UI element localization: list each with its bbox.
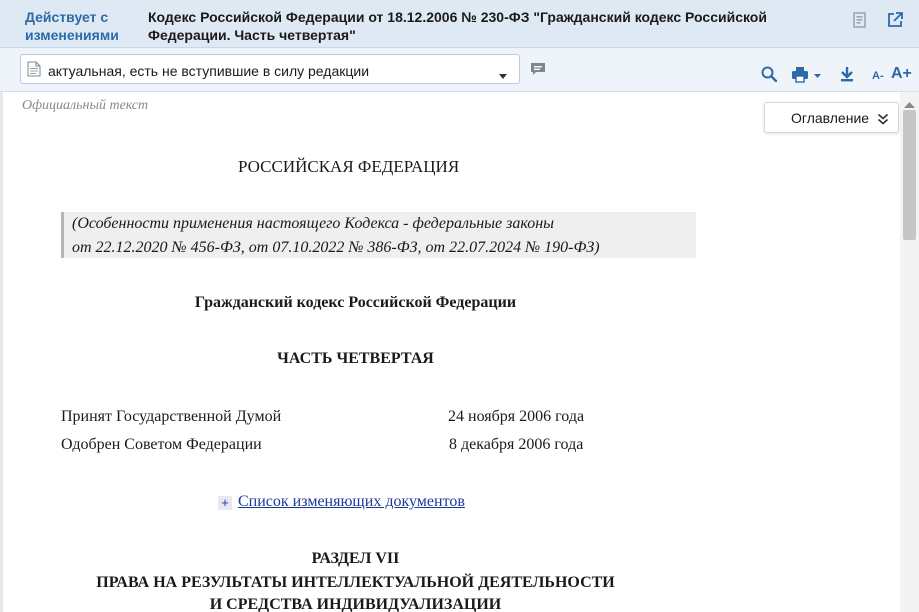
document-title bbox=[148, 8, 828, 44]
status-badge[interactable] bbox=[25, 8, 135, 44]
application-note-line-1: (Особенности применения настоящего Кодекса - федеральные законы bbox=[72, 215, 554, 232]
toc-button-label[interactable]: Оглавление bbox=[791, 110, 870, 126]
adoption-label: Принят Государственной Думой bbox=[61, 408, 282, 425]
section-number: РАЗДЕЛ VII bbox=[311, 550, 400, 567]
document-header bbox=[0, 0, 919, 48]
part-title: ЧАСТЬ ЧЕТВЕРТАЯ bbox=[277, 350, 434, 367]
document-title-line-2: Федерации. Часть четвертая" bbox=[148, 27, 356, 43]
document-icon bbox=[27, 61, 41, 77]
changes-list-link-text[interactable]: Список изменяющих документов bbox=[238, 493, 465, 510]
comment-icon[interactable] bbox=[530, 61, 546, 77]
application-note bbox=[61, 212, 696, 258]
scroll-up-arrow-icon[interactable] bbox=[904, 96, 915, 104]
official-text-label: Официальный текст bbox=[22, 98, 149, 113]
section-title-line-2: И СРЕДСТВА ИНДИВИДУАЛИЗАЦИИ bbox=[209, 596, 502, 612]
application-note-line-2: от 22.12.2020 № 456-ФЗ, от 07.10.2022 № 386-ФЗ, от 22.07.2024 № 190-ФЗ) bbox=[72, 239, 600, 256]
document-toolbar bbox=[0, 48, 919, 92]
font-increase-icon[interactable]: A+ bbox=[891, 65, 912, 82]
font-decrease-icon[interactable]: A- bbox=[872, 70, 884, 82]
document-title-line-1: Кодекс Российской Федерации от 18.12.2006 № 230-ФЗ "Гражданский кодекс Российской bbox=[148, 9, 767, 25]
open-external-icon[interactable] bbox=[886, 11, 904, 29]
toc-button[interactable] bbox=[764, 102, 899, 133]
double-chevron-down-icon[interactable] bbox=[877, 112, 889, 124]
search-icon[interactable] bbox=[761, 66, 777, 82]
document-content[interactable] bbox=[0, 92, 919, 612]
country-heading: РОССИЙСКАЯ ФЕДЕРАЦИЯ bbox=[238, 157, 460, 176]
approval-label: Одобрен Советом Федерации bbox=[61, 436, 262, 453]
status-line-2[interactable]: изменениями bbox=[25, 27, 119, 43]
chevron-down-icon[interactable] bbox=[499, 67, 507, 73]
scrollbar-thumb[interactable] bbox=[903, 110, 916, 240]
edition-select[interactable] bbox=[20, 54, 520, 84]
approval-date: 8 декабря 2006 года bbox=[449, 436, 584, 453]
vertical-scrollbar[interactable] bbox=[900, 92, 919, 612]
edition-select-value[interactable]: актуальная, есть не вступившие в силу редакции bbox=[48, 63, 370, 79]
changes-list-link[interactable] bbox=[218, 493, 465, 513]
expand-plus-icon[interactable]: + bbox=[218, 496, 232, 510]
download-icon[interactable] bbox=[840, 66, 854, 82]
document-info-icon[interactable] bbox=[851, 11, 869, 29]
section-title bbox=[0, 572, 711, 612]
adoption-date: 24 ноября 2006 года bbox=[448, 408, 585, 425]
status-line-1[interactable]: Действует с bbox=[25, 9, 109, 25]
print-icon[interactable] bbox=[792, 67, 822, 83]
section-title-line-1: ПРАВА НА РЕЗУЛЬТАТЫ ИНТЕЛЛЕКТУАЛЬНОЙ ДЕЯТЕЛЬНОСТИ bbox=[96, 574, 615, 591]
code-title: Гражданский кодекс Российской Федерации bbox=[194, 294, 517, 311]
